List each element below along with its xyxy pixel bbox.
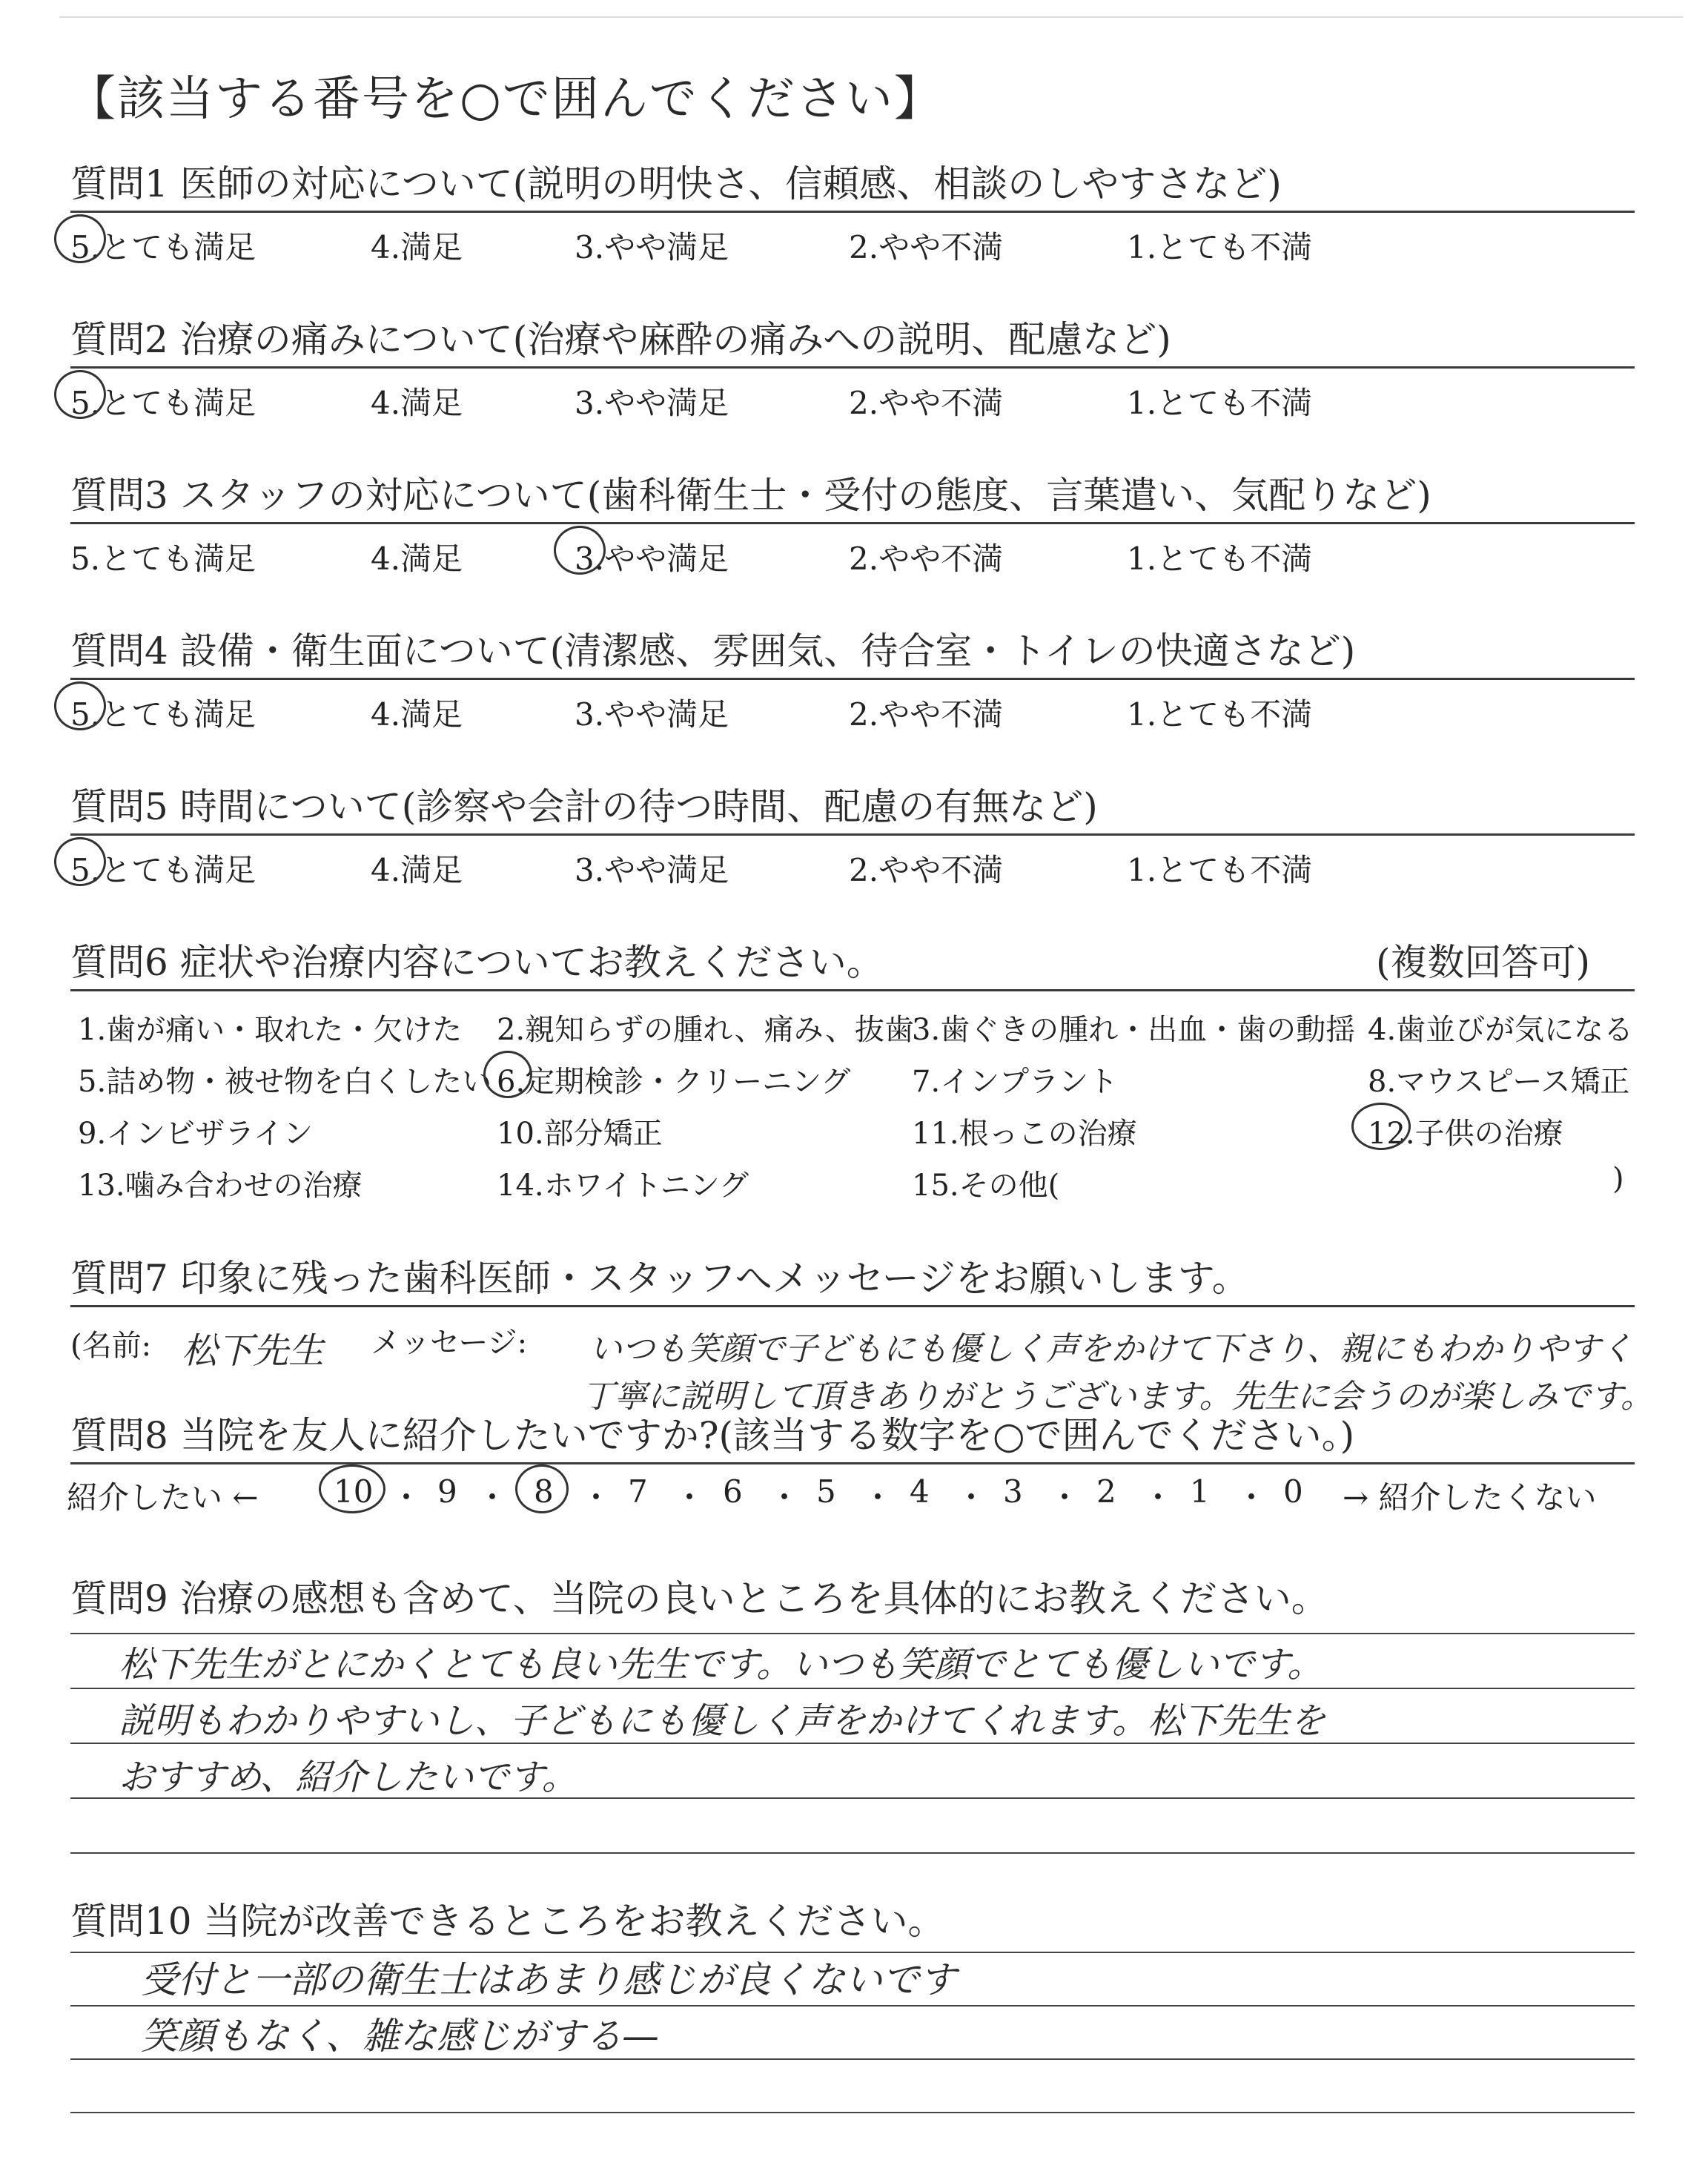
option-1[interactable]: 1.とても不満 [1127,541,1313,577]
question-title: 質問4 設備・衛生面について(清潔感、雰囲気、待合室・トイレの快適さなど) [70,630,1356,673]
question-title: 質問2 治療の痛みについて(治療や麻酔の痛みへの説明、配慮など) [70,318,1171,361]
scale-number-4[interactable]: 4 [910,1473,930,1510]
question-7 [70,1252,1653,1416]
symptom-option[interactable]: 2.親知らずの腫れ、痛み、抜歯 [497,1013,914,1047]
symptom-option[interactable]: 9.インビザライン [78,1117,313,1151]
selection-circle [319,1464,385,1513]
option-2[interactable]: 2.やや不満 [849,852,1004,888]
rating-options [70,369,1635,428]
symptom-option[interactable]: 11.根っこの治療 [912,1117,1137,1151]
option-5[interactable]: 5.とても満足 [70,696,256,733]
option-1[interactable]: 1.とても不満 [1127,229,1313,265]
top-border [59,16,1683,18]
scale-number-3[interactable]: 3 [1003,1473,1023,1510]
scale-number-2[interactable]: 2 [1096,1473,1116,1510]
question-6 [70,936,1635,1206]
selection-circle [54,837,106,886]
option-4[interactable]: 4.満足 [371,385,463,421]
symptom-option-other[interactable]: 15.その他( [912,1169,1060,1203]
symptom-option[interactable]: 14.ホワイトニング [497,1169,749,1203]
answer-line [70,1633,1635,1634]
option-3[interactable]: 3.やや満足 [575,541,729,577]
improvement-text-line-1[interactable]: 受付と一部の衛生士はあまり感じが良くないです [141,1958,956,2001]
scale-number-5[interactable]: 5 [816,1473,836,1510]
answer-line [70,1852,1635,1854]
option-4[interactable]: 4.満足 [371,541,463,577]
scale-number-1[interactable]: 1 [1190,1473,1210,1510]
question-8 [67,1409,1635,1524]
question-title: 質問1 医師の対応について(説明の明快さ、信頼感、相談のしやすさなど) [70,162,1282,205]
option-3[interactable]: 3.やや満足 [575,852,729,888]
symptom-option[interactable]: 3.歯ぐきの腫れ・出血・歯の動揺 [912,1013,1356,1047]
option-4[interactable]: 4.満足 [371,852,463,888]
message-line-2[interactable]: 丁寧に説明して頂きありがとうございます。先生に会うのが楽しみです。 [582,1378,1653,1416]
question-3 [70,469,1635,584]
question-1 [70,157,1635,272]
option-5[interactable]: 5.とても満足 [70,385,256,421]
message-area [70,1307,1653,1416]
rating-options [70,524,1635,584]
symptom-option[interactable]: 1.歯が痛い・取れた・欠けた [78,1013,463,1047]
scale-number-9[interactable]: 9 [437,1473,457,1510]
selection-circle [483,1051,532,1098]
improvement-text-line-2[interactable]: 笑顔もなく、雑な感じがする— [141,2015,659,2058]
scale-number-7[interactable]: 7 [628,1473,648,1510]
option-2[interactable]: 2.やや不満 [849,385,1004,421]
question-title: 質問8 当院を友人に紹介したいですか?(該当する数字を○で囲んでください。) [70,1414,1355,1457]
option-1[interactable]: 1.とても不満 [1127,696,1313,733]
symptom-option[interactable]: 7.インプラント [912,1065,1119,1099]
message-line-1[interactable]: いつも笑顔で子どもにも優しく声をかけて下さり、親にもわかりやすく [589,1330,1633,1368]
option-5[interactable]: 5.とても満足 [70,852,256,888]
question-9 [70,1572,1635,1625]
question-title [70,936,1635,989]
name-label: (名前: [70,1329,152,1363]
answer-line [70,2112,1635,2113]
option-3[interactable]: 3.やや満足 [575,385,729,421]
scale-left-label: 紹介したい ← [67,1479,259,1516]
symptom-option[interactable]: 13.噛み合わせの治療 [78,1169,363,1203]
rating-options [70,680,1635,739]
question-title: 質問3 スタッフの対応について(歯科衛生士・受付の態度、言葉遣い、気配りなど) [70,474,1431,517]
option-1[interactable]: 1.とても不満 [1127,385,1313,421]
selection-circle [54,214,106,263]
selection-circle [54,370,106,419]
scale-number-10[interactable]: 10 [334,1473,374,1510]
other-close-paren: ) [1612,1162,1624,1196]
option-2[interactable]: 2.やや不満 [849,541,1004,577]
multiple-answer-note: (複数回答可) [1375,941,1590,984]
rating-options [70,836,1635,895]
scale-number-6[interactable]: 6 [723,1473,743,1510]
question-title: 質問9 治療の感想も含めて、当院の良いところを具体的にお教えください。 [70,1577,1328,1620]
symptom-option[interactable]: 4.歯並びが気になる [1368,1013,1634,1047]
option-4[interactable]: 4.満足 [371,229,463,265]
symptom-option[interactable]: 5.詰め物・被せ物を白くしたい [78,1065,492,1099]
question-title: 質問10 当院が改善できるところをお教えください。 [70,1900,945,1943]
symptom-option[interactable]: 8.マウスピース矯正 [1368,1065,1630,1099]
option-1[interactable]: 1.とても不満 [1127,852,1313,888]
question-2 [70,313,1635,428]
option-5[interactable]: 5.とても満足 [70,541,256,577]
question-title: 質問5 時間について(診察や会計の待つ時間、配慮の有無など) [70,785,1098,828]
question-title: 質問7 印象に残った歯科医師・スタッフへメッセージをお願いします。 [70,1257,1249,1300]
recommend-scale: 紹介したい ← 10 ・ 9 ・ 8 ・ 7 ・ 6 ・ 5 ・ 4 ・ 3 ・ 2 ・ 1 ・ 0 → 紹介したくない [70,1464,1635,1524]
question-6-title: 質問6 症状や治療内容についてお教えください。 [70,941,884,984]
selection-circle [1351,1103,1411,1150]
scale-number-8[interactable]: 8 [534,1473,554,1510]
question-4 [70,624,1635,739]
page-title: 【該当する番号を○で囲んでください】 [68,72,943,127]
rating-options [70,213,1635,272]
answer-text-line-1[interactable]: 松下先生がとにかくとても良い先生です。いつも笑顔でとても優しいです。 [119,1644,1323,1685]
selection-circle [54,681,106,730]
option-3[interactable]: 3.やや満足 [575,696,729,733]
selection-circle [515,1464,569,1513]
name-value[interactable]: 松下先生 [182,1330,325,1372]
option-3[interactable]: 3.やや満足 [575,229,729,265]
symptom-options [70,991,1635,1206]
scale-right-label: → 紹介したくない [1343,1479,1597,1516]
option-2[interactable]: 2.やや不満 [849,229,1004,265]
option-2[interactable]: 2.やや不満 [849,696,1004,733]
question-10 [70,1895,1635,1948]
answer-line [70,1688,1635,1689]
question-5 [70,780,1635,895]
message-label: メッセージ: [371,1326,528,1360]
symptom-option[interactable]: 10.部分矯正 [497,1117,663,1151]
option-5[interactable]: 5.とても満足 [70,229,256,265]
answer-text-line-3[interactable]: おすすめ、紹介したいです。 [119,1757,577,1798]
symptom-option[interactable]: 12.子供の治療 [1368,1117,1563,1151]
answer-text-line-2[interactable]: 説明もわかりやすいし、子どもにも優しく声をかけてくれます。松下先生を [119,1700,1326,1742]
option-4[interactable]: 4.満足 [371,696,463,733]
selection-circle [554,526,606,575]
symptom-option[interactable]: 6.定期検診・クリーニング [497,1065,851,1099]
scale-number-0[interactable]: 0 [1283,1473,1303,1510]
